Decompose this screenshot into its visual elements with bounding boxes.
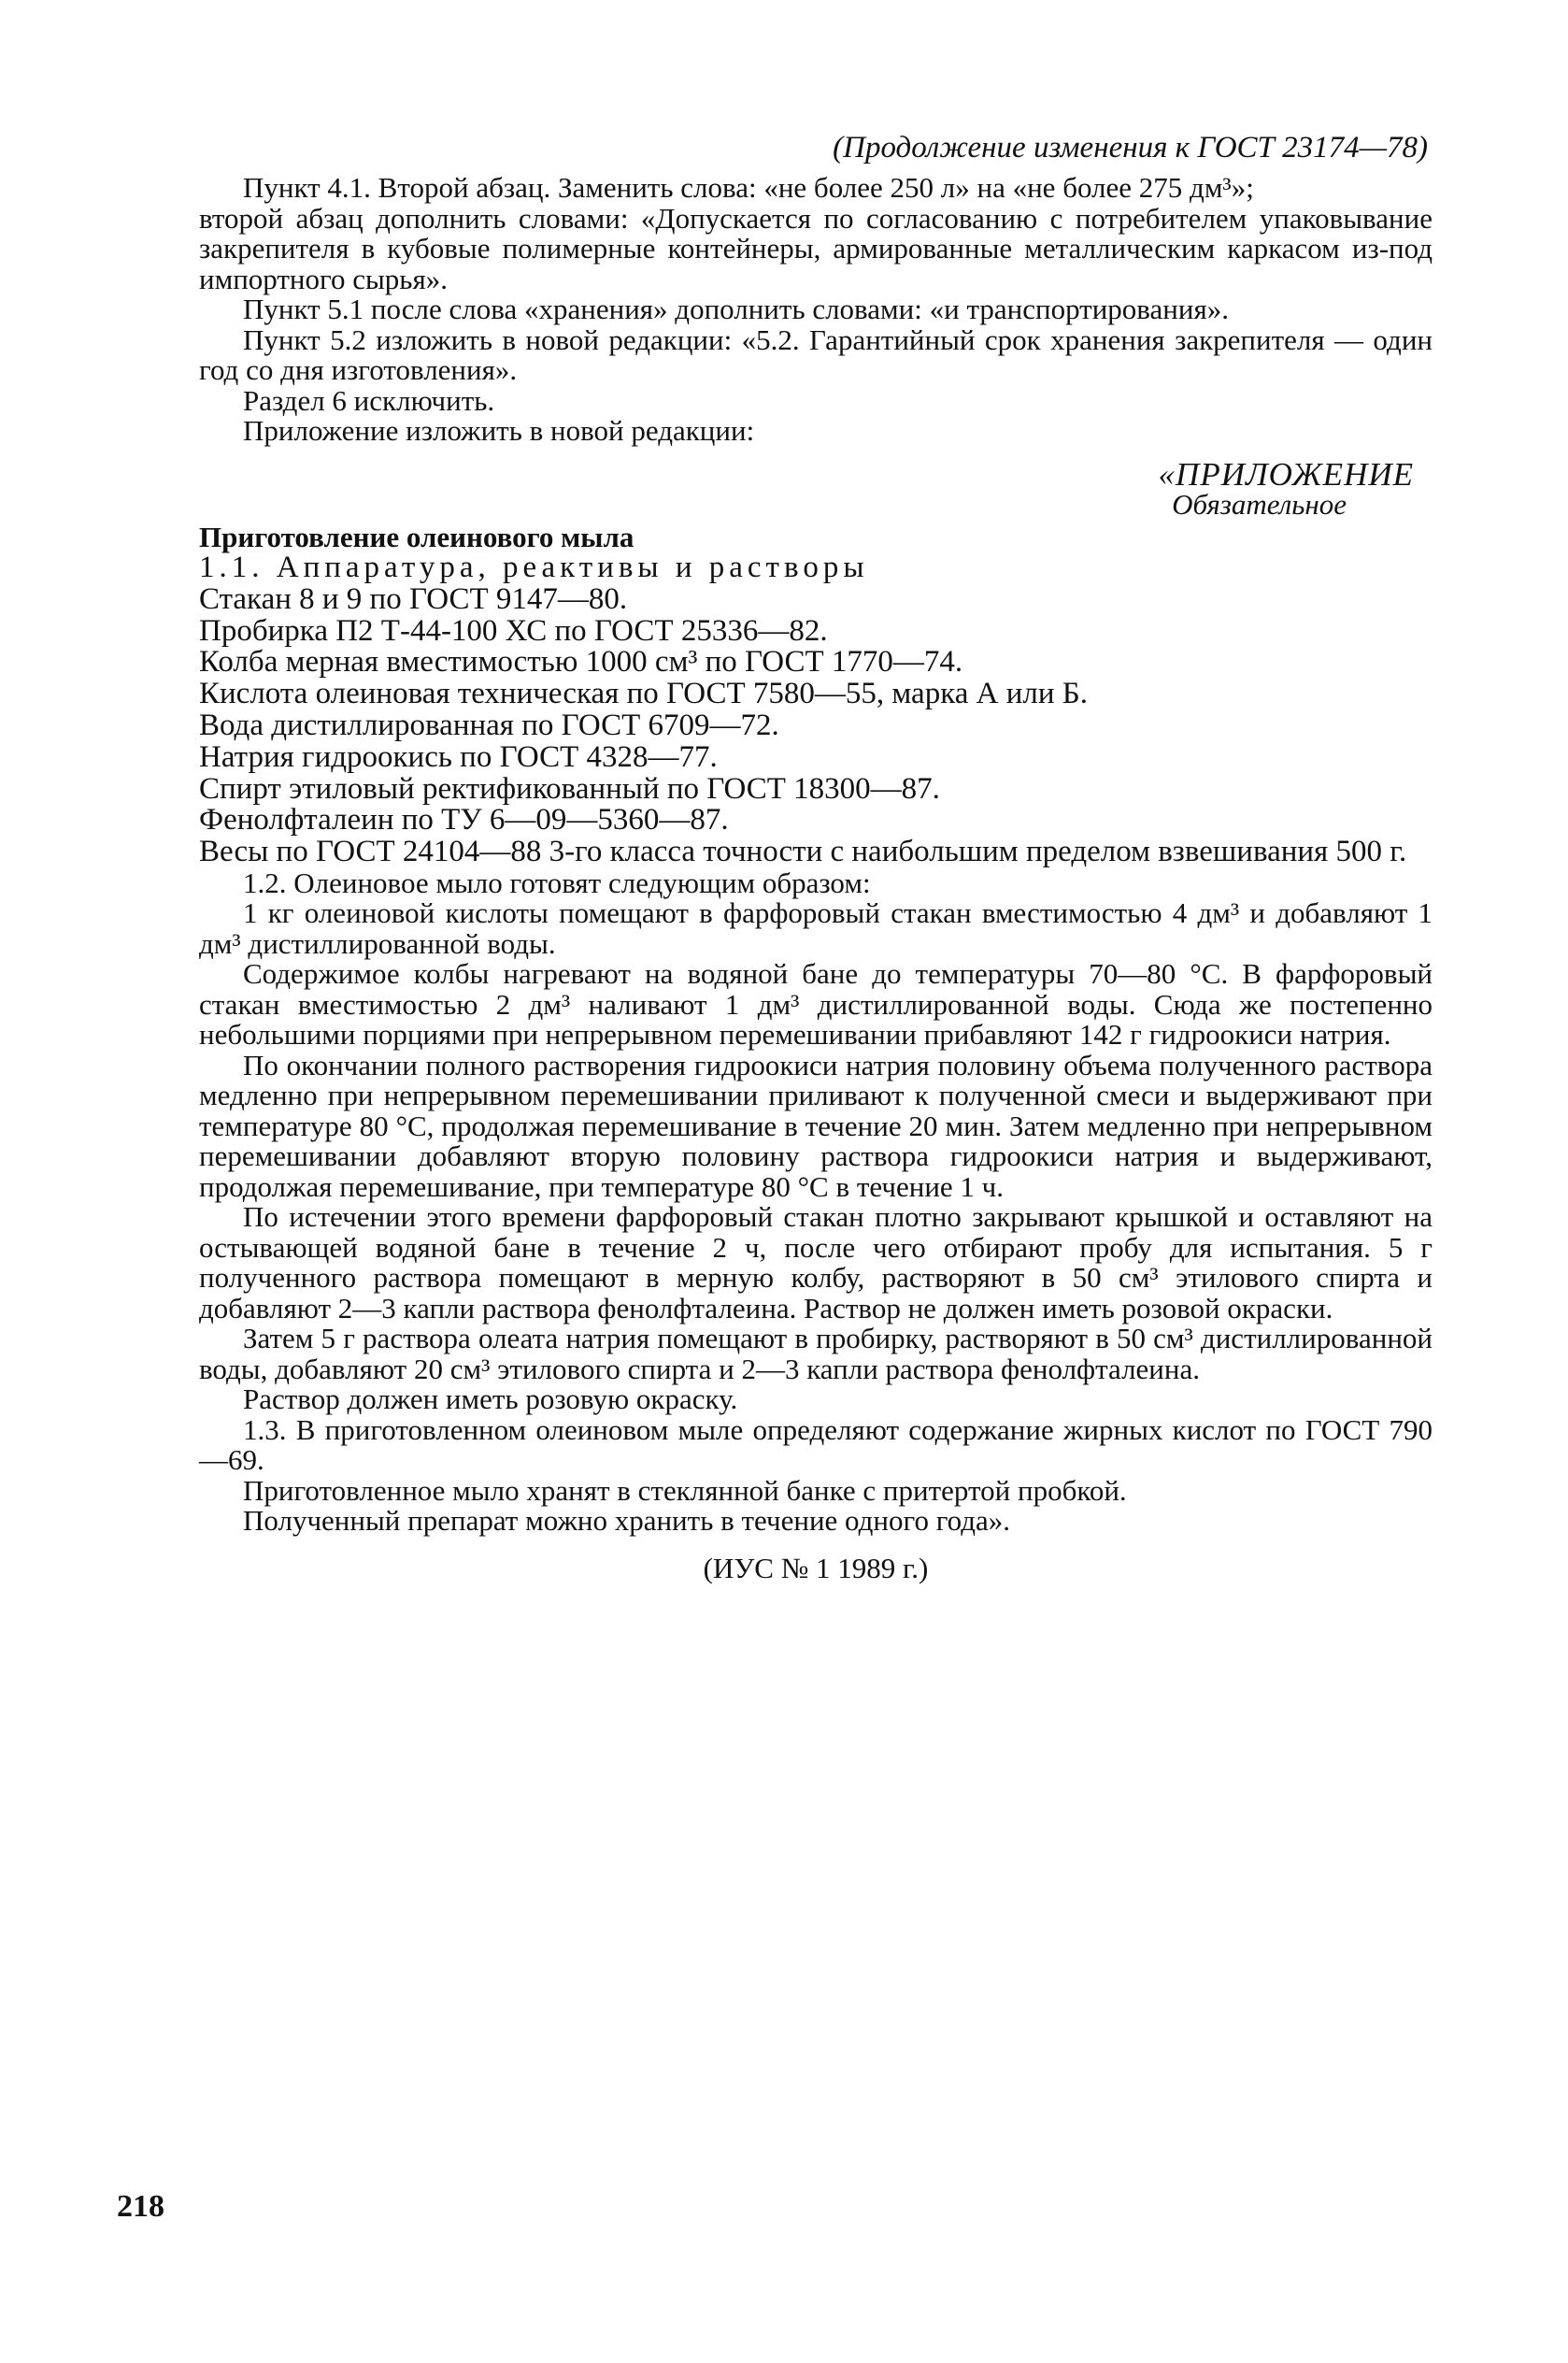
list-item: Вода дистиллированная по ГОСТ 6709—72. — [199, 708, 779, 742]
subsection-1-3: 1.3. В приготовленном олеиновом мыле определяют содержание жирных кислот по ГОСТ 790—69. — [199, 1412, 1433, 1477]
equipment-list — [199, 552, 1433, 868]
paragraph-appendix-intro: Приложение изложить в новой редакции: — [243, 414, 755, 447]
section-title: Приготовление олеинового мыла — [199, 520, 634, 553]
list-item: Пробирка П2 Т-44-100 ХС по ГОСТ 25336—82. — [199, 613, 828, 648]
list-item: Спирт этиловый ректификованный по ГОСТ 18300—87. — [199, 771, 940, 806]
list-item: Фенолфталеин по ТУ 6—09—5360—87. — [199, 803, 729, 838]
paragraph-1-2-e: Затем 5 г раствора олеата натрия помещают в пробирку, растворяют в 50 см³ дистиллированной воды, добавляют 20 см³ этилового спирта и 2—3 капли раствора фенолфталеина. — [199, 1322, 1433, 1385]
list-item: Кислота олеиновая техническая по ГОСТ 7580—55, марка А или Б. — [199, 677, 1088, 711]
paragraph-4-1-addition: второй абзац дополнить словами: «Допускается по согласованию с потребителем упаковывание закрепителя в кубовые полимерные контейнеры, армированные металлическим каркасом из-под импортного сырья». — [199, 201, 1433, 295]
list-item: Колба мерная вместимостью 1000 см³ по ГОСТ 1770—74. — [199, 645, 963, 680]
paragraph-1-2-a: 1 кг олеиновой кислоты помещают в фарфоровый стакан вместимостью 4 дм³ и добавляют 1 дм³ дистиллированной воды. — [199, 896, 1433, 960]
running-header: (Продолжение изменения к ГОСТ 23174—78) — [833, 131, 1428, 165]
paragraph-5-2: Пункт 5.2 изложить в новой редакции: «5.2. Гарантийный срок хранения закрепителя — один год со дня изготовления». — [199, 322, 1433, 386]
list-item: Натрия гидроокись по ГОСТ 4328—77. — [199, 739, 718, 774]
paragraph-1-3-b: Полученный препарат можно хранить в течение одного года». — [243, 1504, 1011, 1538]
paragraph-1-2-f: Раствор должен иметь розовую окраску. — [243, 1382, 738, 1416]
page-number: 218 — [117, 2189, 164, 2224]
subsection-1-1-title: 1.1. Аппаратура, реактивы и растворы — [199, 551, 869, 584]
appendix-heading — [199, 455, 1414, 521]
paragraph-1-2-b: Содержимое колбы нагревают на водяной бане до температуры 70—80 °С. В фарфоровый стакан вместимостью 2 дм³ наливают 1 дм³ дистиллированной воды. Сюда же постепенно небольшими порциями при непрерывном перемешивании прибавляют 142 г гидроокиси натрия. — [199, 957, 1433, 1052]
list-item: Стакан 8 и 9 по ГОСТ 9147—80. — [199, 581, 628, 616]
ius-note: (ИУС № 1 1989 г.) — [703, 1551, 929, 1584]
paragraph-1-2-c: По окончании полного растворения гидроокиси натрия половину объема полученного раствора медленно при непрерывном перемешивании приливают к полученной смеси и выдерживают при температуре 80 °С, продолжая перемешивание в течение 20 мин. Затем медленно при непрерывном перемешивании добавляют вторую половину раствора гидроокиси натрия и выдерживают, продолжая перемешивание, при температуре 80 °С в течение 1 ч. — [199, 1048, 1433, 1203]
paragraph-5-1: Пункт 5.1 после слова «хранения» дополнить словами: «и транспортирования». — [243, 293, 1229, 325]
paragraph-4-1: Пункт 4.1. Второй абзац. Заменить слова: «не более 250 л» на «не более 275 дм³»; — [243, 171, 1254, 204]
appendix-title: «ПРИЛОЖЕНИЕ — [1158, 455, 1414, 493]
paragraph-section-6: Раздел 6 исключить. — [243, 383, 495, 417]
list-item: Весы по ГОСТ 24104—88 3-го класса точности с наибольшим пределом взвешивания 500 г. — [199, 835, 1407, 869]
paragraph-1-2-d: По истечении этого времени фарфоровый стакан плотно закрывают крышкой и оставляют на остывающей водяной бане в течение 2 ч, после чего отбирают пробу для испытания. 5 г полученного раствора помещают в мерную колбу, растворяют в 50 см³ этилового спирта и добавляют 2—3 капли раствора фенолфталеина. Раствор не должен иметь розовой окраски. — [199, 1200, 1433, 1325]
appendix-subtitle: Обязательное — [1172, 488, 1347, 521]
body-text — [199, 173, 1433, 1583]
paragraph-1-3-a: Приготовленное мыло хранят в стеклянной банке с притертой пробкой. — [243, 1473, 1127, 1507]
subsection-1-2: 1.2. Олеиновое мыло готовят следующим образом: — [243, 866, 871, 899]
